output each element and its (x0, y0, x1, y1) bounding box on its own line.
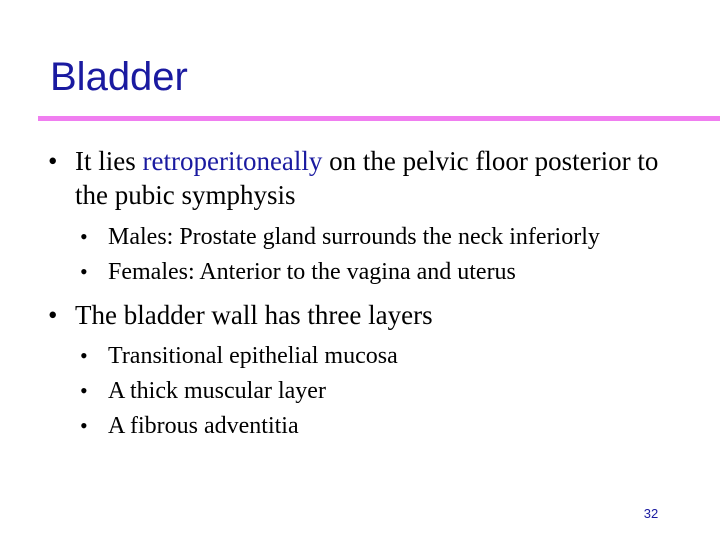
bullet-2-sub-2-text: A thick muscular layer (108, 378, 326, 404)
bullet-1-prefix: It lies (75, 146, 143, 176)
bullet-1-sub-1-text: Males: Prostate gland surrounds the neck inferiorly (108, 224, 600, 250)
sub-bullet-marker: • (80, 224, 88, 249)
slide-body (48, 144, 698, 442)
bullet-1-sub-2-text: Females: Anterior to the vagina and uterus (108, 259, 516, 285)
bullet-2-sub-1 (48, 340, 698, 372)
sub-bullet-marker: • (80, 378, 88, 403)
bullet-2 (48, 298, 698, 332)
bullet-1-highlight: retroperitoneally (142, 146, 323, 176)
page-number: 32 (643, 506, 659, 521)
bullet-1-sub-1 (48, 221, 698, 253)
bullet-marker: • (48, 146, 58, 176)
slide-title: Bladder (50, 55, 188, 99)
sub-bullet-marker: • (80, 413, 88, 438)
bullet-2-sub-3-text: A fibrous adventitia (108, 413, 299, 439)
bullet-1-sub-2 (48, 256, 698, 288)
bullet-2-sub-2 (48, 375, 698, 407)
sub-bullet-marker: • (80, 343, 88, 368)
title-divider (38, 116, 720, 121)
bullet-1-suffix: on the pelvic floor posterior to the pubic symphysis (75, 146, 659, 210)
bullet-2-sub-3 (48, 410, 698, 442)
sub-bullet-marker: • (80, 259, 88, 284)
bullet-2-sub-1-text: Transitional epithelial mucosa (108, 343, 398, 369)
bullet-2-text: The bladder wall has three layers (75, 300, 433, 330)
bullet-marker: • (48, 300, 58, 330)
bullet-1 (48, 144, 698, 212)
